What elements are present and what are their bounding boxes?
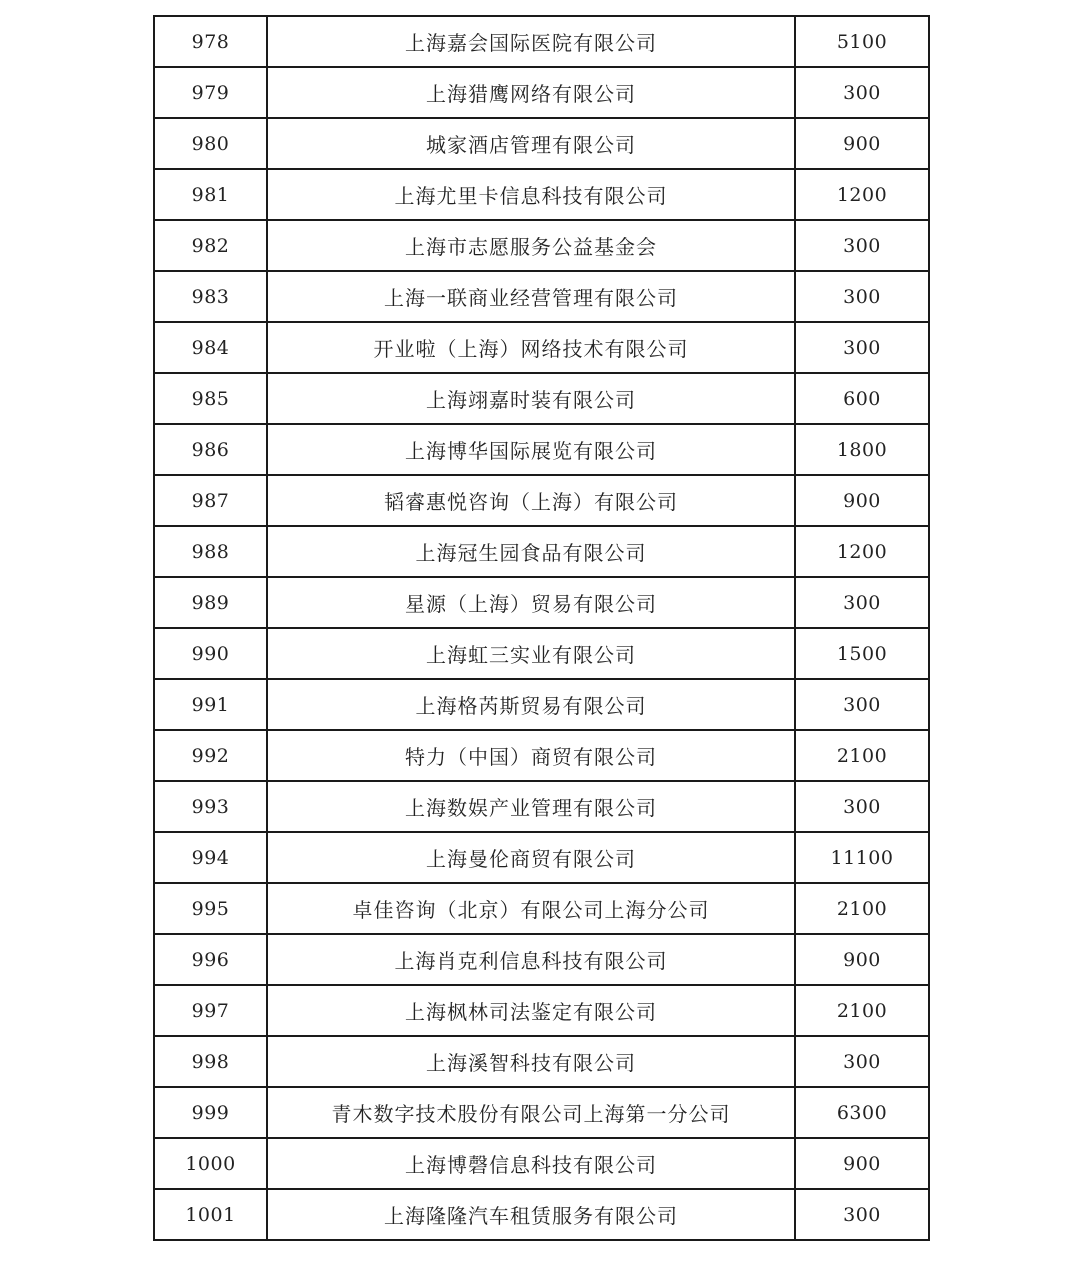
row-number-cell: 988 [154,526,267,577]
row-number-cell: 987 [154,475,267,526]
company-name-cell: 城家酒店管理有限公司 [267,118,795,169]
row-number-cell: 989 [154,577,267,628]
table-row [154,373,929,424]
company-name-cell: 星源（上海）贸易有限公司 [267,577,795,628]
amount-cell: 6300 [795,1087,929,1138]
company-name-cell: 上海曼伦商贸有限公司 [267,832,795,883]
company-name-cell: 上海一联商业经营管理有限公司 [267,271,795,322]
row-number-cell: 981 [154,169,267,220]
amount-cell: 2100 [795,883,929,934]
table-row [154,1189,929,1240]
row-number-cell: 990 [154,628,267,679]
company-name-cell: 上海数娱产业管理有限公司 [267,781,795,832]
table-body [154,16,929,1240]
amount-cell: 300 [795,271,929,322]
table-row [154,118,929,169]
table-row [154,271,929,322]
row-number-cell: 982 [154,220,267,271]
company-name-cell: 上海冠生园食品有限公司 [267,526,795,577]
company-name-cell: 青木数字技术股份有限公司上海第一分公司 [267,1087,795,1138]
table-row [154,628,929,679]
row-number-cell: 1001 [154,1189,267,1240]
company-name-cell: 上海肖克利信息科技有限公司 [267,934,795,985]
table-row [154,730,929,781]
amount-cell: 300 [795,577,929,628]
company-name-cell: 上海尤里卡信息科技有限公司 [267,169,795,220]
company-name-cell: 上海嘉会国际医院有限公司 [267,16,795,67]
donation-table-container [153,15,928,1241]
table-row [154,322,929,373]
amount-cell: 300 [795,67,929,118]
donation-table [153,15,930,1241]
row-number-cell: 986 [154,424,267,475]
amount-cell: 11100 [795,832,929,883]
table-row [154,883,929,934]
amount-cell: 900 [795,934,929,985]
row-number-cell: 985 [154,373,267,424]
table-row [154,169,929,220]
row-number-cell: 992 [154,730,267,781]
table-row [154,526,929,577]
row-number-cell: 983 [154,271,267,322]
table-row [154,220,929,271]
row-number-cell: 998 [154,1036,267,1087]
table-row [154,1138,929,1189]
company-name-cell: 上海虹三实业有限公司 [267,628,795,679]
amount-cell: 900 [795,1138,929,1189]
table-row [154,424,929,475]
row-number-cell: 1000 [154,1138,267,1189]
table-row [154,16,929,67]
amount-cell: 2100 [795,985,929,1036]
table-row [154,679,929,730]
company-name-cell: 上海格芮斯贸易有限公司 [267,679,795,730]
row-number-cell: 996 [154,934,267,985]
amount-cell: 2100 [795,730,929,781]
company-name-cell: 上海猎鹰网络有限公司 [267,67,795,118]
table-row [154,832,929,883]
row-number-cell: 980 [154,118,267,169]
table-row [154,475,929,526]
row-number-cell: 993 [154,781,267,832]
row-number-cell: 999 [154,1087,267,1138]
amount-cell: 1800 [795,424,929,475]
company-name-cell: 韬睿惠悦咨询（上海）有限公司 [267,475,795,526]
amount-cell: 900 [795,475,929,526]
table-row [154,1036,929,1087]
company-name-cell: 上海翊嘉时装有限公司 [267,373,795,424]
amount-cell: 300 [795,322,929,373]
table-row [154,1087,929,1138]
company-name-cell: 卓佳咨询（北京）有限公司上海分公司 [267,883,795,934]
company-name-cell: 特力（中国）商贸有限公司 [267,730,795,781]
amount-cell: 600 [795,373,929,424]
amount-cell: 300 [795,679,929,730]
amount-cell: 300 [795,1189,929,1240]
row-number-cell: 994 [154,832,267,883]
table-row [154,67,929,118]
table-row [154,934,929,985]
company-name-cell: 开业啦（上海）网络技术有限公司 [267,322,795,373]
company-name-cell: 上海博华国际展览有限公司 [267,424,795,475]
row-number-cell: 997 [154,985,267,1036]
company-name-cell: 上海隆隆汽车租赁服务有限公司 [267,1189,795,1240]
table-row [154,781,929,832]
amount-cell: 1200 [795,169,929,220]
row-number-cell: 979 [154,67,267,118]
row-number-cell: 991 [154,679,267,730]
company-name-cell: 上海枫林司法鉴定有限公司 [267,985,795,1036]
company-name-cell: 上海博磬信息科技有限公司 [267,1138,795,1189]
row-number-cell: 984 [154,322,267,373]
amount-cell: 900 [795,118,929,169]
table-row [154,985,929,1036]
amount-cell: 300 [795,1036,929,1087]
table-row [154,577,929,628]
amount-cell: 5100 [795,16,929,67]
amount-cell: 300 [795,781,929,832]
row-number-cell: 978 [154,16,267,67]
company-name-cell: 上海溪智科技有限公司 [267,1036,795,1087]
amount-cell: 300 [795,220,929,271]
row-number-cell: 995 [154,883,267,934]
amount-cell: 1200 [795,526,929,577]
amount-cell: 1500 [795,628,929,679]
company-name-cell: 上海市志愿服务公益基金会 [267,220,795,271]
